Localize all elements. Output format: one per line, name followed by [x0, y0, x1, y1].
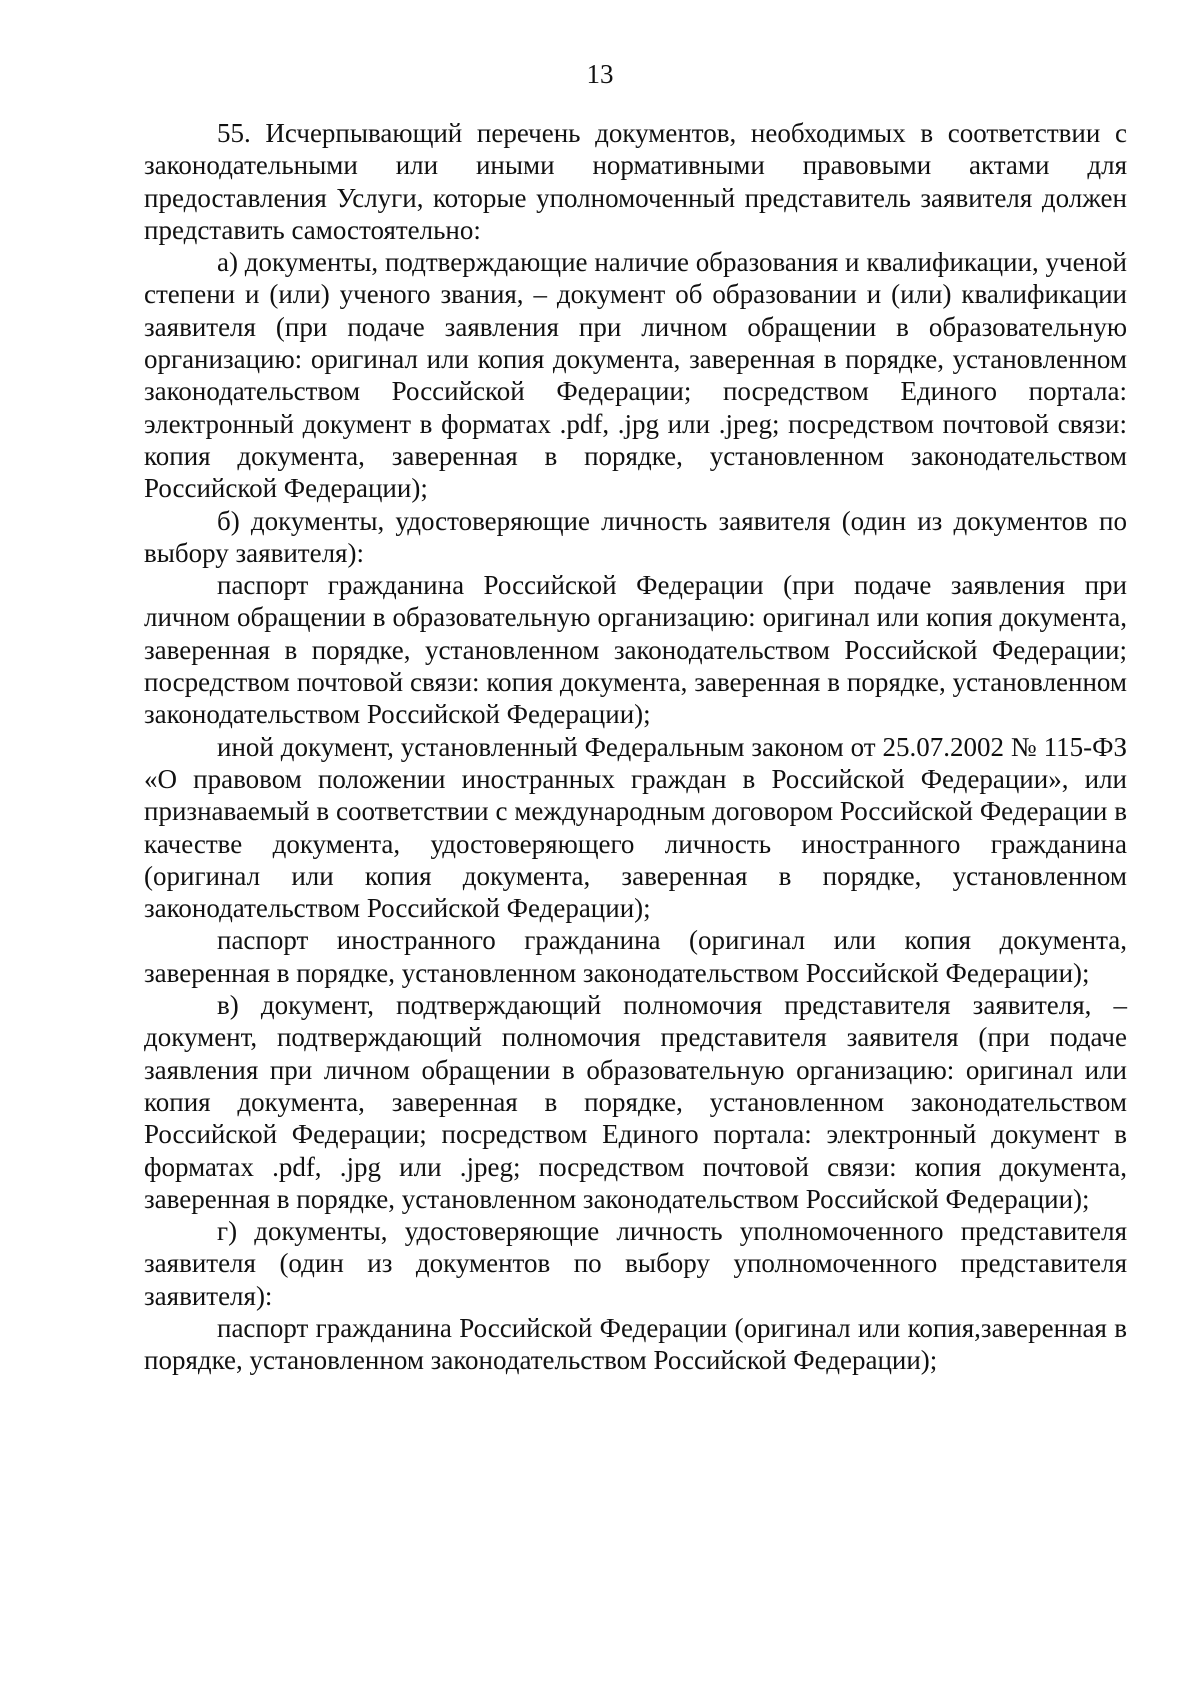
paragraph-item-g: г) документы, удостоверяющие личность уполномоченного представителя заявителя (один из документов по выбору уполномоченного представителя заявителя): [144, 1216, 1127, 1311]
paragraph-foreign-passport: паспорт иностранного гражданина (оригинал или копия документа, заверенная в порядке, установленном законодательством Российской Федерации); [144, 925, 1127, 988]
paragraph-55: 55. Исчерпывающий перечень документов, необходимых в соответствии с законодательными или иными нормативными правовыми актами для предоставления Услуги, которые уполномоченный представитель заявителя должен представить самостоятельно: [144, 118, 1127, 245]
paragraph-item-b: б) документы, удостоверяющие личность заявителя (один из документов по выбору заявителя): [144, 505, 1127, 568]
paragraph-item-a: а) документы, подтверждающие наличие образования и квалификации, ученой степени и (или) ученого звания, – документ об образовании и (или) квалификации заявителя (при подаче заявления при личном обращении в образовательную организацию: оригинал или копия документа, заверенная в порядке, установленном законодательством Российской Федерации; посредством Единого портала: электронный документ в форматах .pdf, .jpg или .jpeg; посредством почтовой связи: копия документа, заверенная в порядке, установленном законодательством Российской Федерации); [144, 247, 1127, 504]
document-body [144, 117, 1127, 1377]
paragraph-item-v: в) документ, подтверждающий полномочия представителя заявителя, – документ, подтверждающий полномочия представителя заявителя (при подаче заявления при личном обращении в образовательную организацию: оригинал или копия документа, заверенная в порядке, установленном законодательством Российской Федерации; посредством Единого портала: электронный документ в форматах .pdf, .jpg или .jpeg; посредством почтовой связи: копия документа, заверенная в порядке, установленном законодательством Российской Федерации); [144, 990, 1127, 1214]
page-number: 13 [586, 59, 614, 89]
paragraph-passport-rf: паспорт гражданина Российской Федерации (при подаче заявления при личном обращении в образовательную организацию: оригинал или копия документа, заверенная в порядке, установленном законодательством Российской Федерации; посредством почтовой связи: копия документа, заверенная в порядке, установленном законодательством Российской Федерации); [144, 570, 1127, 730]
paragraph-other-document: иной документ, установленный Федеральным законом от 25.07.2002 № 115-ФЗ «О правовом положении иностранных граждан в Российской Федерации», или признаваемый в соответствии с международным договором Российской Федерации в качестве документа, удостоверяющего личность иностранного гражданина (оригинал или копия документа, заверенная в порядке, установленном законодательством Российской Федерации); [144, 731, 1127, 924]
paragraph-representative-passport: паспорт гражданина Российской Федерации (оригинал или копия,заверенная в порядке, установленном законодательством Российской Федерации); [144, 1312, 1127, 1376]
